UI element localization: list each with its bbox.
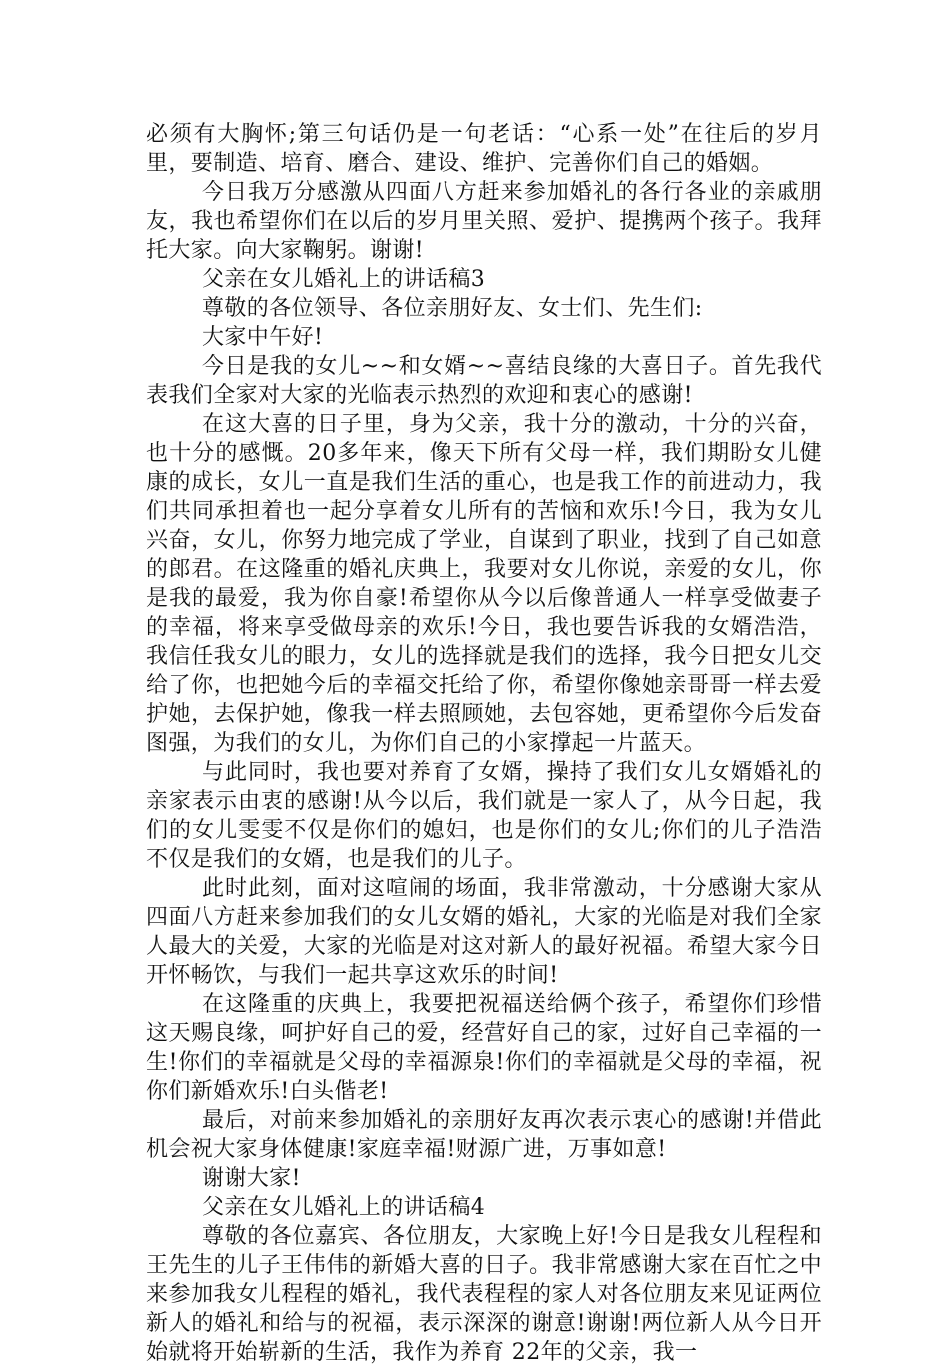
- section-heading-4: 父亲在女儿婚礼上的讲话稿4: [202, 1195, 486, 1220]
- paragraph-guests: 此时此刻，面对这喧闹的场面，我非常激动，十分感谢大家从四面八方赶来参加我们的女儿女婿的婚礼，大家的光临是对我们全家人最大的关爱，大家的光临是对这对新人的最好祝福。希望大家今日开怀畅饮，与我们一起共享这欢乐的时间!: [146, 876, 822, 988]
- greeting: 大家中午好!: [202, 325, 324, 350]
- paragraph-thanks: 今日我万分感激从四面八方赶来参加婚礼的各行各业的亲戚朋友，我也希望你们在以后的岁月里关照、爱护、提携两个孩子。我拜托大家。向大家鞠躬。谢谢!: [146, 180, 822, 263]
- salutation: 尊敬的各位领导、各位亲朋好友、女士们、先生们:: [202, 296, 703, 321]
- paragraph-speech-4: 尊敬的各位嘉宾、各位朋友，大家晚上好!今日是我女儿程程和王先生的儿子王伟伟的新婚大喜的日子。我非常感谢大家在百忙之中来参加我女儿程程的婚礼，我代表程程的家人对各位朋友来见证两位新人的婚礼和给与的祝福，表示深深的谢意!谢谢!两位新人从今日开始就将开始崭新的生活，我作为养育 22年的父亲，我一: [146, 1224, 822, 1365]
- paragraph-blessing: 在这隆重的庆典上，我要把祝福送给俩个孩子，希望你们珍惜这天赐良缘，呵护好自己的爱，经营好自己的家，过好自己幸福的一生!你们的幸福就是父母的幸福源泉!你们的幸福就是父母的幸福，祝你们新婚欢乐!白头偕老!: [146, 992, 822, 1104]
- paragraph-closing: 最后，对前来参加婚礼的亲朋好友再次表示衷心的感谢!并借此机会祝大家身体健康!家庭幸福!财源广进，万事如意!: [146, 1108, 822, 1162]
- section-heading-3: 父亲在女儿婚礼上的讲话稿3: [202, 267, 486, 292]
- document-page: [146, 120, 822, 1367]
- paragraph-in-laws: 与此同时，我也要对养育了女婿，操持了我们女儿女婿婚礼的亲家表示由衷的感谢!从今以后，我们就是一家人了，从今日起，我们的女儿雯雯不仅是你们的媳妇，也是你们的女儿;你们的儿子浩浩不仅是我们的女婿，也是我们的儿子。: [146, 760, 822, 872]
- paragraph-continuation: 必须有大胸怀;第三句话仍是一句老话：“心系一处”在往后的岁月里，要制造、培育、磨合、建设、维护、完善你们自己的婚姻。: [146, 122, 822, 176]
- paragraph-intro: 今日是我的女儿~~和女婿~~喜结良缘的大喜日子。首先我代表我们全家对大家的光临表示热烈的欢迎和衷心的感谢!: [146, 354, 822, 408]
- thank-you-line: 谢谢大家!: [202, 1166, 301, 1191]
- paragraph-father-feelings: 在这大喜的日子里，身为父亲，我十分的激动，十分的兴奋，也十分的感慨。20多年来，像天下所有父母一样，我们期盼女儿健康的成长，女儿一直是我们生活的重心，也是我工作的前进动力，我们共同承担着也一起分享着女儿所有的苦恼和欢乐!今日，我为女儿兴奋，女儿，你努力地完成了学业，自谋到了职业，找到了自己如意的郎君。在这隆重的婚礼庆典上，我要对女儿你说，亲爱的女儿，你是我的最爱，我为你自豪!希望你从今以后像普通人一样享受做妻子的幸福，将来享受做母亲的欢乐!今日，我也要告诉我的女婿浩浩，我信任我女儿的眼力，女儿的选择就是我们的选择，我今日把女儿交给了你，也把她今后的幸福交托给了你，希望你像她亲哥哥一样去爱护她，去保护她，像我一样去照顾她，去包容她，更希望你今后发奋图强，为我们的女儿，为你们自己的小家撑起一片蓝天。: [146, 412, 822, 756]
